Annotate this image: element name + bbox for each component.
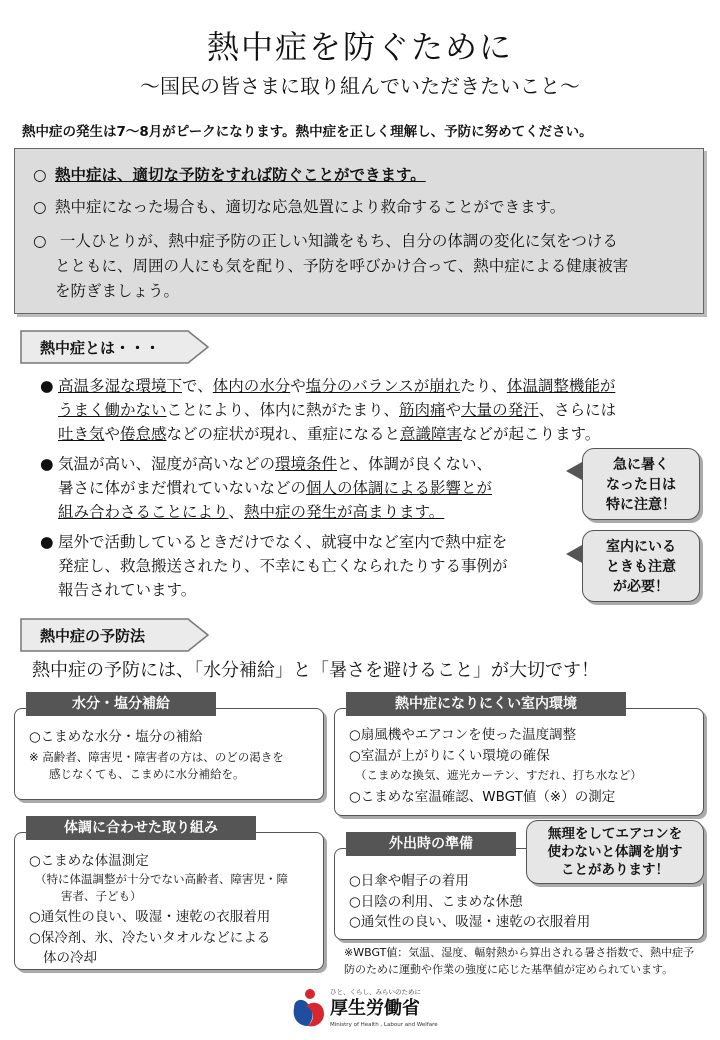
section-tag-what-is: 熱中症とは・・・ [20, 330, 210, 364]
key-point: ○ 一人ひとりが、熱中症予防の正しい知識をもち、自分の体調の変化に気をつける とともに、周囲の人にも気を配り、予防を呼びかけ合って、熱中症による健康被害 を防ぎましょう。 [33, 232, 629, 300]
card-water-salt: 水分・塩分補給 ○こまめな水分・塩分の補給 ※ 高齢者、障害児・障害者の方は、のどの渇きを 感じなくても、こまめに水分補給を。 [14, 692, 324, 800]
logo-name: 厚生労働省 [330, 998, 420, 1019]
key-point: ○ 熱中症になった場合も、適切な応急処置により救命することができます。 [33, 198, 566, 216]
logo-tagline: ひと、くらし、みらいのために [330, 988, 421, 996]
page-title: 熱中症を防ぐために [206, 28, 513, 66]
key-points-panel [14, 148, 704, 314]
card-indoor-environment: 熱中症になりにくい室内環境 ○扇風機やエアコンを使った温度調整 ○室温が上がりにくい環境の確保 （こまめな換気、遮光カーテン、すだれ、打ち水など） ○こまめな室温確認、WBGT値（※）の測定 [334, 692, 704, 816]
card-body-condition: 体調に合わせた取り組み ○こまめな体温測定 （特に体温調整が十分でない高齢者、障害児・障 害者、子ども） ○通気性の良い、吸湿・速乾の衣服着用 ○保冷剤、氷、冷たいタオルなどによる 体の冷却 [14, 816, 324, 970]
section-tag-prevention: 熱中症の予防法 [20, 618, 210, 652]
card-caption: 熱中症になりにくい室内環境 [346, 692, 626, 716]
bubble-pointer [566, 545, 582, 563]
wbgt-footnote: ※WBGT値：気温、湿度、輻射熱から算出される暑さ指数で、熱中症予 防のために運動や作業の強度に応じた基準値が定められています。 [344, 946, 695, 976]
lead-text: 熱中症の発生は7〜8月がピークになります。熱中症を正しく理解し、予防に努めてください。 [22, 124, 593, 140]
key-point: ○ 熱中症は、適切な予防をすれば防ぐことができます。 [33, 166, 426, 184]
bubble-pointer [566, 462, 582, 480]
page-subtitle: 〜国民の皆さまに取り組んでいただきたいこと〜 [140, 74, 580, 98]
callout-indoor: 室内にいる ときも注意 が必要！ [582, 530, 700, 602]
prevention-headline: 熱中症の予防には、「水分補給」と「暑さを避けること」が大切です！ [32, 660, 599, 681]
card-caption: 体調に合わせた取り組み [26, 816, 256, 840]
card-caption: 水分・塩分補給 [26, 692, 216, 716]
mhlw-logo-icon [288, 986, 328, 1030]
bullet-conditions: ● 気温が高い、湿度が高いなどの環境条件と、体調が良くない、 暑さに体がまだ慣れていないなどの個人の体調による影響とが 組み合わさることにより、熱中症の発生が高まります。 [40, 455, 493, 521]
card-caption: 外出時の準備 [346, 832, 516, 856]
bullet-definition: ● 高温多湿な環境下で、体内の水分や塩分のバランスが崩れたり、体温調整機能が うまく働かないことにより、体内に熱がたまり、筋肉痛や大量の発汗、さらには 吐き気や倦怠感などの症状が現れ、重症になると意識障害などが起こります。 [40, 377, 617, 443]
callout-hot-days: 急に暑く なった日は 特に注意！ [582, 448, 700, 520]
callout-aircon: 無理をしてエアコンを 使わないと体調を崩す ことがあります！ [526, 820, 704, 884]
logo-english-name: Ministry of Health , Labour and Welfare [330, 1022, 438, 1028]
card-outing: 外出時の準備 ○日傘や帽子の着用 ○日陰の利用、こまめな休憩 ○通気性の良い、吸湿・速乾の衣服着用 [334, 832, 704, 940]
bullet-indoor: ● 屋外で活動しているときだけでなく、就寝中など室内で熱中症を 発症し、救急搬送されたり、不幸にも亡くなられたりする事例が 報告されています。 [40, 533, 508, 599]
